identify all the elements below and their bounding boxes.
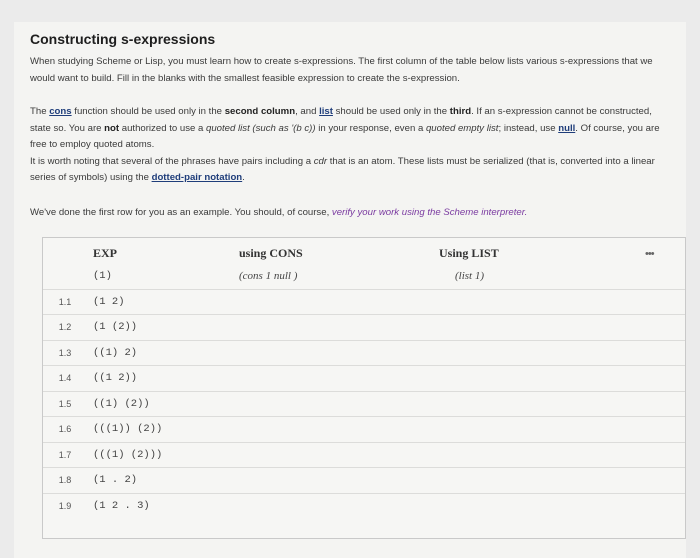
row-number: 1.7: [43, 442, 87, 468]
instructions-text: function should be used only in the: [71, 106, 225, 117]
verify-link[interactable]: verify your work using the Scheme interpreter.: [331, 207, 528, 218]
table-row: [43, 442, 685, 468]
instructions-text: The: [30, 106, 50, 117]
exp-cell: (((1) (2))): [87, 442, 231, 468]
instructions-text: . If an s-expression cannot be constructed, state so. You are: [30, 106, 652, 134]
row-number: 1.6: [43, 417, 87, 443]
list-column-header: Using LIST: [439, 246, 499, 261]
table-row: [43, 366, 685, 392]
table-header-row: [43, 238, 685, 264]
quoted-list-emphasis: quoted list (such as '(b c)): [206, 122, 316, 134]
list-answer-cell[interactable]: [431, 366, 685, 392]
cons-answer-cell[interactable]: [231, 493, 431, 519]
cons-answer-cell[interactable]: [231, 468, 431, 494]
instructions-text: ; instead, use: [498, 122, 559, 134]
example-note-text: We've done the first row for you as an example. You should, of course,: [30, 207, 332, 218]
exp-cell: ((1) (2)): [87, 391, 231, 417]
table-row: [43, 315, 685, 341]
third-emphasis: third: [449, 106, 472, 117]
row-number: 1.1: [43, 289, 87, 315]
example-note-paragraph: [30, 205, 670, 222]
sexp-table: [42, 237, 686, 539]
table-row: [43, 340, 685, 366]
list-answer-cell[interactable]: [431, 493, 685, 519]
row-number: 1.9: [43, 493, 87, 519]
list-answer-cell[interactable]: [431, 340, 685, 366]
instructions-text: should be used only in the: [332, 106, 450, 117]
cons-answer-cell[interactable]: [231, 391, 431, 417]
exp-cell: (1 . 2): [87, 468, 231, 494]
cons-answer-cell[interactable]: [231, 340, 431, 366]
dotted-pair-link[interactable]: dotted-pair notation: [151, 172, 243, 183]
row-number: 1.2: [43, 315, 87, 341]
cons-answer-cell[interactable]: [231, 315, 431, 341]
cons-answer-cell[interactable]: [231, 442, 431, 468]
instructions-text: . Of course, you are free to employ quoted atoms.: [30, 122, 660, 150]
exp-cell: (1 2): [87, 289, 231, 315]
exp-cell: ((1) 2): [87, 340, 231, 366]
list-answer-cell[interactable]: [431, 442, 685, 468]
not-emphasis: not: [104, 122, 120, 134]
list-answer-cell[interactable]: [431, 391, 685, 417]
cons-cell: (cons 1 null ): [239, 270, 298, 282]
list-cell: (list 1): [455, 270, 485, 282]
more-options-icon[interactable]: •••: [645, 248, 654, 260]
exp-column-header: EXP: [93, 246, 117, 261]
table-row: [43, 289, 685, 315]
intro-paragraph: When studying Scheme or Lisp, you must learn how to create s-expressions. The first column of the table below lists various s-expressions that we would want to build. Fill in the blanks with the smallest feasible expression to create the s-expression.: [30, 56, 653, 84]
page-title: Constructing s-expressions: [30, 31, 216, 47]
exp-cell: (1 2 . 3): [87, 493, 231, 519]
instructions-paragraph: [30, 104, 670, 187]
cons-link[interactable]: cons: [49, 106, 72, 117]
second-column-emphasis: second column: [224, 106, 296, 117]
list-answer-cell[interactable]: [431, 468, 685, 494]
row-number: 1.3: [43, 340, 87, 366]
row-number: 1.5: [43, 391, 87, 417]
cons-column-header: using CONS: [239, 246, 303, 261]
cons-answer-cell[interactable]: [231, 366, 431, 392]
instructions-text: authorized to use a: [119, 122, 206, 134]
exp-cell: (1): [93, 270, 112, 282]
cdr-emphasis: cdr: [313, 155, 328, 167]
instructions-text: that is an atom. These lists must be serialized (that is, converted into a linear series of symbols) using the: [30, 155, 655, 183]
cons-answer-cell[interactable]: [231, 417, 431, 443]
row-number: 1.8: [43, 468, 87, 494]
list-answer-cell[interactable]: [431, 315, 685, 341]
row-number-header: [43, 238, 87, 264]
table-row: [43, 417, 685, 443]
list-link[interactable]: list: [319, 106, 333, 117]
table-row: [43, 493, 685, 519]
exp-cell: (1 (2)): [87, 315, 231, 341]
instructions-text: , and: [295, 106, 320, 117]
null-link[interactable]: null: [558, 122, 576, 134]
quoted-empty-list-emphasis: quoted empty list: [425, 122, 499, 134]
exp-cell: (((1)) (2)): [87, 417, 231, 443]
list-answer-cell[interactable]: [431, 417, 685, 443]
table-row: [43, 468, 685, 494]
instructions-text: It is worth noting that several of the phrases have pairs including a: [30, 155, 314, 167]
instructions-text: .: [242, 172, 245, 183]
instructions-text: in your response, even a: [315, 122, 426, 134]
row-number: [43, 264, 87, 290]
row-number: 1.4: [43, 366, 87, 392]
example-row: [43, 264, 685, 290]
list-answer-cell[interactable]: [431, 289, 685, 315]
cons-answer-cell[interactable]: [231, 289, 431, 315]
table-row: [43, 391, 685, 417]
exp-cell: ((1 2)): [87, 366, 231, 392]
